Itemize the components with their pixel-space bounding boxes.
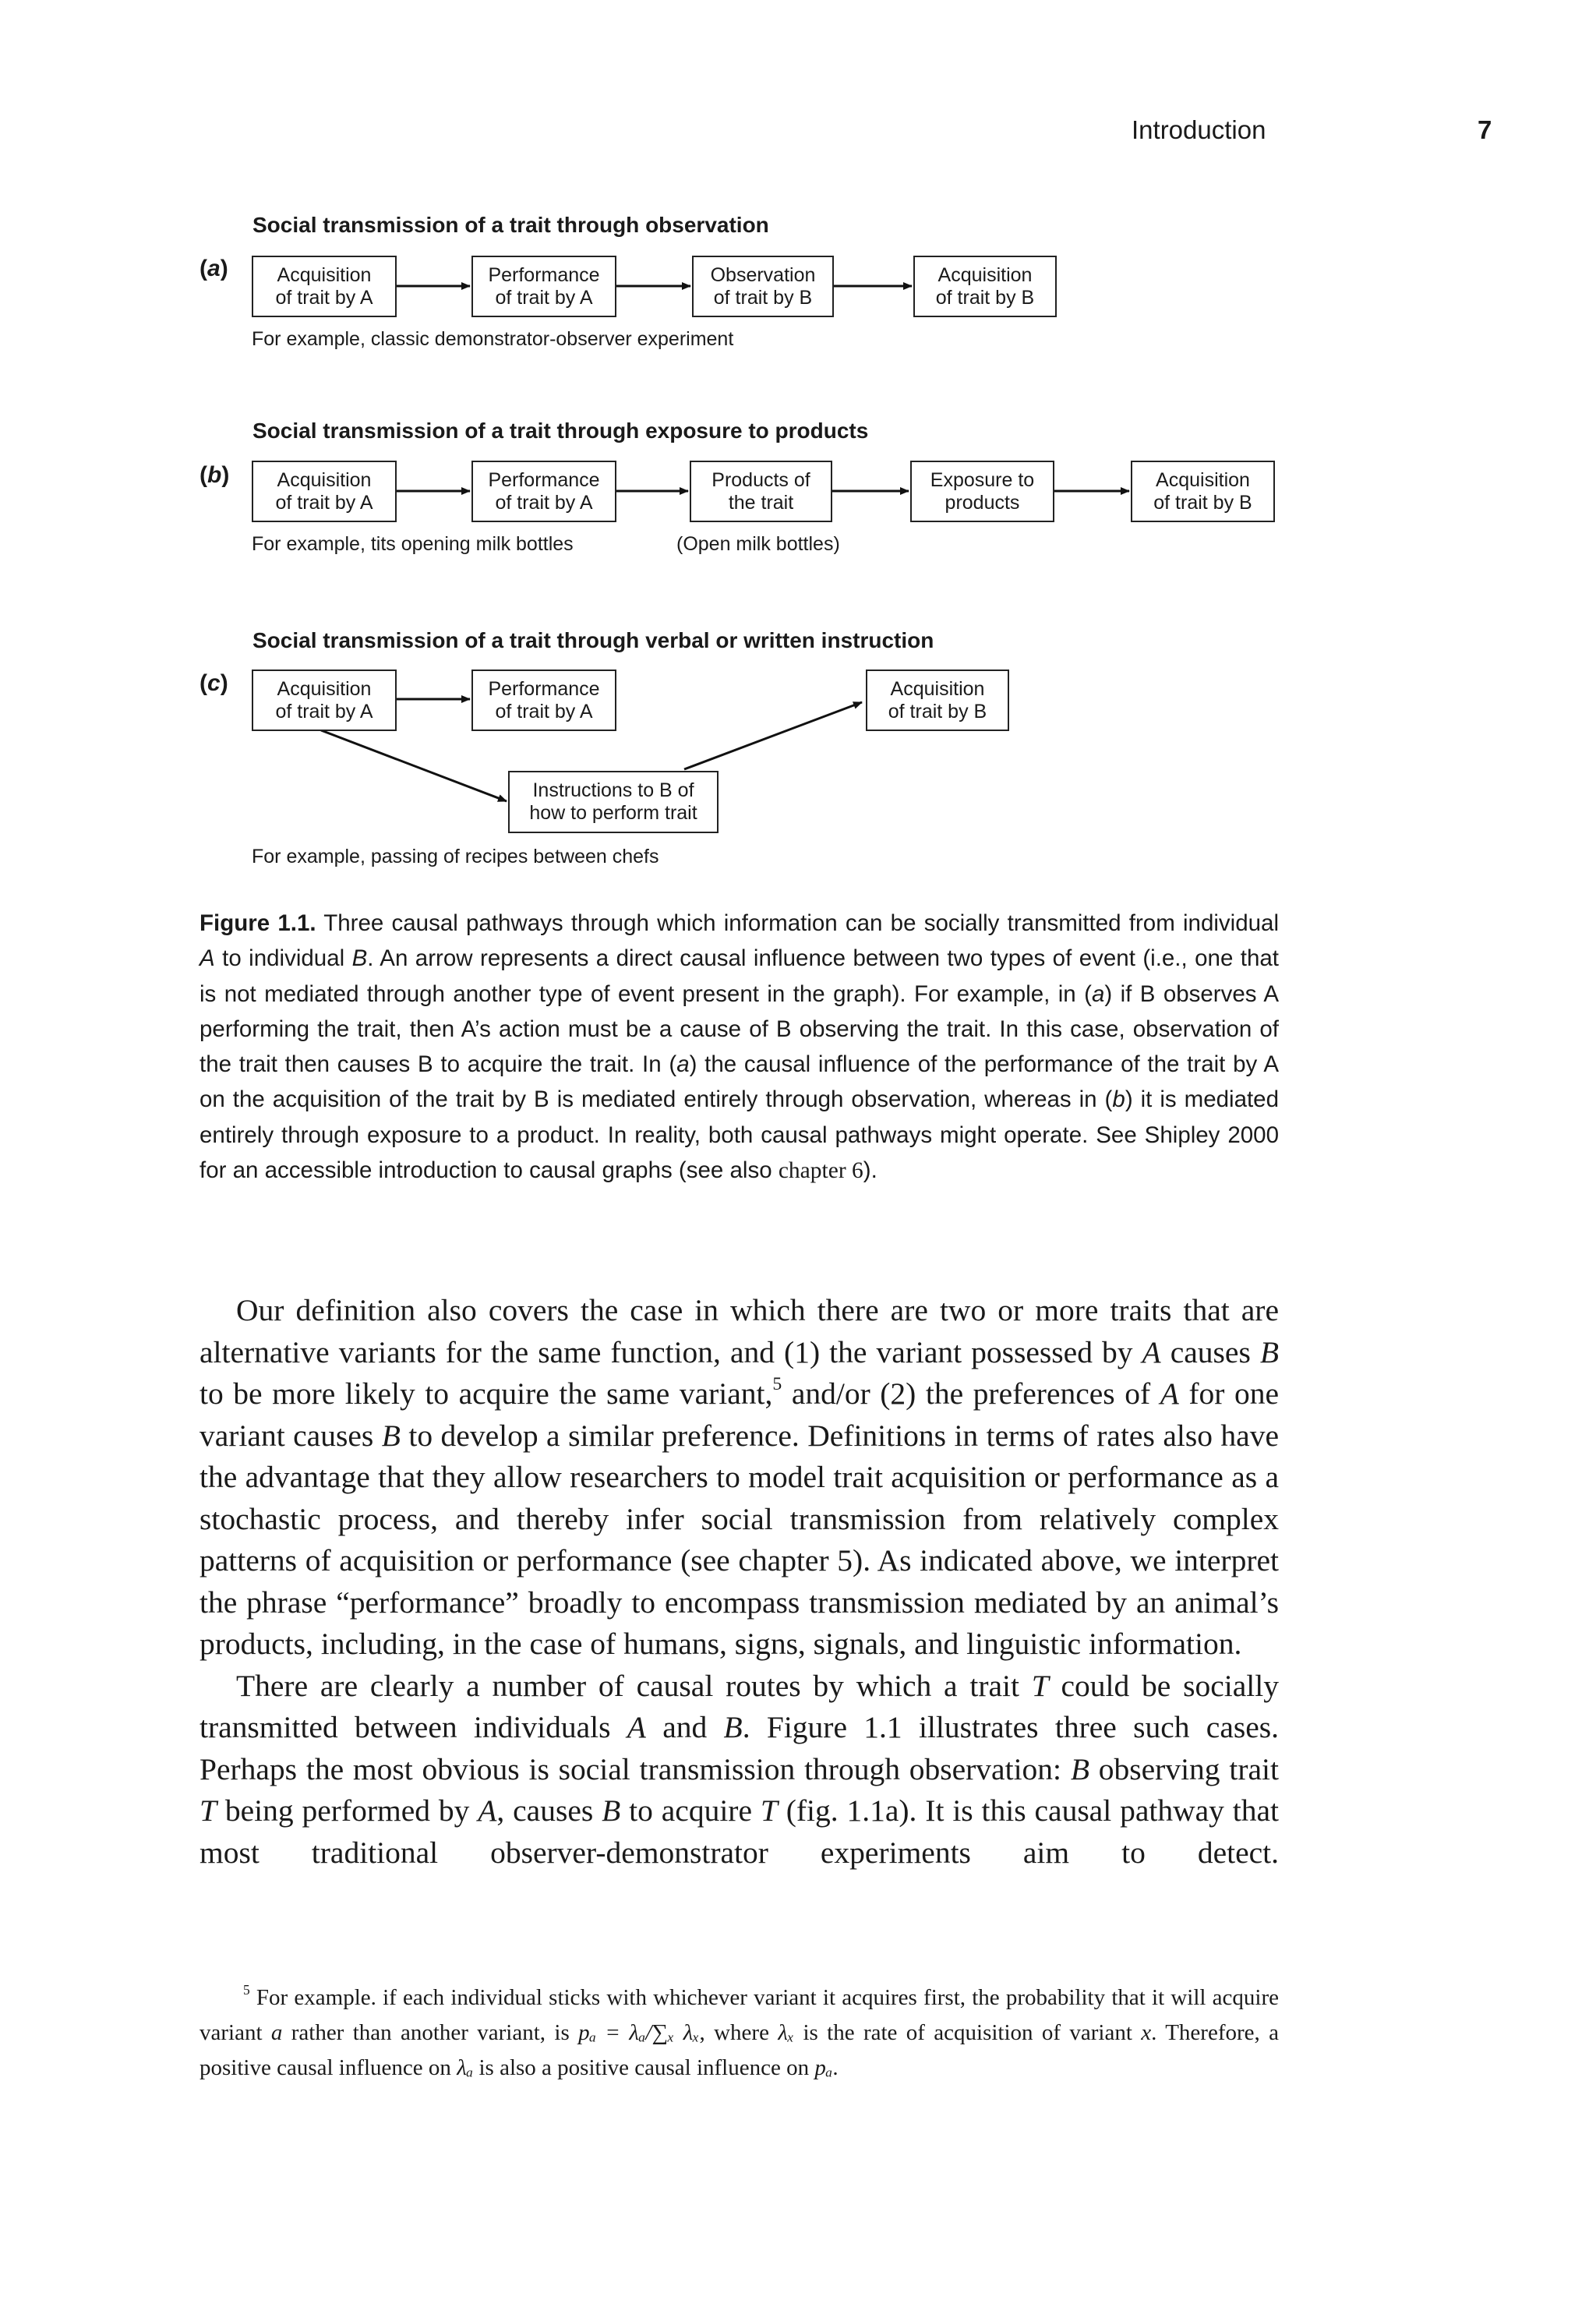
box-b-performance-a: Performance of trait by A [471,461,616,522]
panel-c-title: Social transmission of a trait through verbal or written instruction [252,628,934,652]
box-c-acquisition-a: Acquisition of trait by A [252,670,397,731]
box-b-acquisition-a: Acquisition of trait by A [252,461,397,522]
box-b-products: Products of the trait [690,461,832,522]
box-a-acquisition-a: Acquisition of trait by A [252,256,397,317]
chapter-reference: chapter 6 [778,1158,863,1184]
panel-label-a: (a) [200,256,228,281]
footnote-marker: 5 [772,1374,782,1395]
running-title: Introduction [1132,115,1266,144]
page-number: 7 [1478,115,1492,144]
footnote-number: 5 [243,1981,250,1998]
box-b-exposure: Exposure to products [910,461,1054,522]
figure-caption-label: Figure 1.1. [200,910,316,936]
box-a-performance-a: Performance of trait by A [471,256,616,317]
body-paragraph-2: There are clearly a number of causal routes by which a trait T could be socially transmitted between individuals A and B. Figure 1.1 illustrates three such cases. Perhaps the most obvious is social transmission through observation: B observing trait T being performed by A, causes B to acquire T (fig. 1.1a). It is this causal pathway that most traditional observer-demonstrator experiments aim to detect. [200,1668,1279,1870]
panel-b-example-note: (Open milk bottles) [676,533,840,555]
panel-label-b: (b) [200,462,230,488]
body-paragraph-1: Our definition also covers the case in which there are two or more traits that are alternative variants for the same function, and (1) the variant possessed by A causes B to be more likely to acquire the same variant,$^5$ and/or (2) the preferences of A for one variant causes B to develop a similar preference. Definitions in terms of rates also have the advantage that they allow researchers to model trait acquisition or performance as a stochastic process, and thereby infer social transmission from relatively complex patterns of acquisition or performance (see chapter 5). As indicated above, we interpret the phrase “performance” broadly to encompass transmission mediated by an animal’s products, including, in the case of humans, signs, signals, and linguistic information. [200,1293,1280,1661]
arrow-c-3 [684,702,862,769]
arrow-c-2 [321,730,507,801]
footnote: $^5$ For example. if each individual sticks with whichever variant it acquires first, the probability that it will acquire variant a rather than another variant, is pₐ = λₐ/∑ₓ λₓ, where λₓ is the rate of acquisition of variant x. Therefore, a positive causal influence on λₐ is also a positive causal influence on pₐ. [200,1981,1279,2080]
body-text [200,1290,1279,1874]
box-c-acquisition-b: Acquisition of trait by B [866,670,1009,731]
panel-c-example: For example, passing of recipes between chefs [252,846,659,867]
panel-b-example: For example, tits opening milk bottles [252,533,574,555]
panel-a-title: Social transmission of a trait through observation [252,213,769,237]
box-c-performance-a: Performance of trait by A [471,670,616,731]
panel-b-title: Social transmission of a trait through exposure to products [252,419,869,443]
box-b-acquisition-b: Acquisition of trait by B [1131,461,1275,522]
panel-a-example: For example, classic demonstrator-observer experiment [252,328,734,350]
figure-caption: Figure 1.1. Three causal pathways through which information can be socially transmitted from individual A to individual B. An arrow represents a direct causal influence between two types of event (i.e., one that is not mediated through another type of event present in the graph). For example, in (a) if B observes A performing the trait, then A’s action must be a cause of B observing the trait. In this case, observation of the trait then causes B to acquire the trait. In (a) the causal influence of the performance of the trait by A on the acquisition of the trait by B is mediated entirely through observation, whereas in (b) it is mediated entirely through exposure to a product. In reality, both causal pathways might operate. See Shipley 2000 for an accessible introduction to causal graphs (see also chapter 6). [200,910,1280,1184]
box-a-acquisition-b: Acquisition of trait by B [913,256,1057,317]
box-a-observation-b: Observation of trait by B [692,256,834,317]
probability-formula: pₐ = λₐ/∑ₓ λₓ [578,2020,700,2045]
panel-label-c: (c) [200,670,228,696]
box-c-instructions: Instructions to B of how to perform trait [508,771,719,833]
